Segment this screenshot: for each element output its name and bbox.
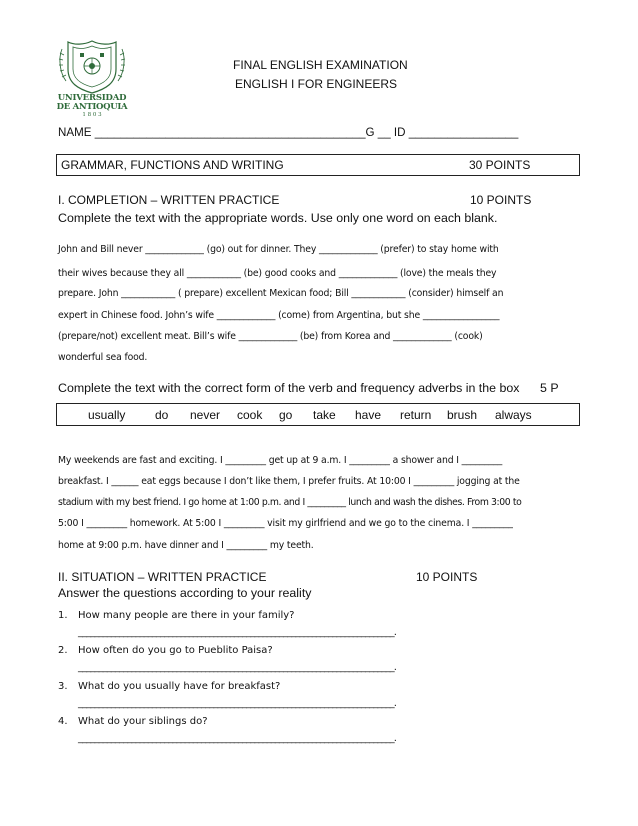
word-box-item: never bbox=[190, 408, 221, 422]
section-b-text-line[interactable]: 5:00 I _________ homework. At 5:00 I _________ visit my girlfriend and we go to the cinema. I _________ bbox=[58, 518, 513, 529]
section1-text-line[interactable]: expert in Chinese food. John’s wife _____________ (come) from Argentina, but she _________________ bbox=[58, 310, 500, 321]
question-text: What do your siblings do? bbox=[78, 716, 208, 727]
section-b-text-line[interactable]: home at 9:00 p.m. have dinner and I _________ my teeth. bbox=[58, 540, 314, 551]
section-b-instruction: Complete the text with the correct form of the verb and frequency adverbs in the box bbox=[58, 381, 520, 395]
section1-text-line[interactable]: (prepare/not) excellent meat. Bill’s wife _____________ (be) from Korea and _____________ (cook) bbox=[58, 331, 483, 342]
section2-instruction: Answer the questions according to your reality bbox=[58, 586, 312, 600]
section2-points: 10 POINTS bbox=[416, 570, 478, 584]
word-box bbox=[56, 403, 580, 426]
word-box-item: cook bbox=[237, 408, 263, 422]
section-b-points: 5 P bbox=[540, 381, 559, 395]
name-id-line[interactable]: NAME __________________________________________G __ ID _________________ bbox=[58, 126, 519, 139]
word-box-item: have bbox=[355, 408, 382, 422]
section-b-text-line[interactable]: My weekends are fast and exciting. I _________ get up at 9 a.m. I _________ a shower and I _________ bbox=[58, 455, 503, 466]
exam-subtitle: ENGLISH I FOR ENGINEERS bbox=[235, 77, 398, 91]
section1-text-line[interactable]: John and Bill never _____________ (go) out for dinner. They _____________ (prefer) to stay home with bbox=[58, 244, 499, 255]
logo-text-year: 1 8 0 3 bbox=[82, 112, 102, 118]
section1-points: 10 POINTS bbox=[470, 193, 532, 207]
question-number: 3. bbox=[58, 681, 68, 692]
question-number: 2. bbox=[58, 645, 68, 656]
exam-title: FINAL ENGLISH EXAMINATION bbox=[233, 58, 408, 72]
section1-text-line: wonderful sea food. bbox=[58, 352, 148, 363]
question-number: 1. bbox=[58, 610, 68, 621]
section-b-text-line[interactable]: stadium with my best friend. I go home at 1:00 p.m. and I _________ lunch and wash the dishes. From 3:00 to bbox=[58, 497, 522, 508]
grammar-section-points: 30 POINTS bbox=[469, 158, 531, 172]
section1-text-line[interactable]: their wives because they all ____________ (be) good cooks and _____________ (love) the meals they bbox=[58, 268, 497, 279]
logo-text-line2: DE ANTIOQUIA bbox=[56, 102, 128, 112]
grammar-section-label: GRAMMAR, FUNCTIONS AND WRITING bbox=[61, 158, 284, 172]
section2-heading: II. SITUATION – WRITTEN PRACTICE bbox=[58, 570, 267, 584]
word-box-item: brush bbox=[447, 408, 478, 422]
word-box-item: do bbox=[155, 408, 169, 422]
word-box-item: take bbox=[313, 408, 336, 422]
question-text: How often do you go to Pueblito Paisa? bbox=[78, 645, 273, 656]
question-number: 4. bbox=[58, 716, 68, 727]
section1-instruction: Complete the text with the appropriate words. Use only one word on each blank. bbox=[58, 211, 498, 225]
answer-line[interactable]: _____________________________________________________________________________. bbox=[78, 627, 396, 638]
section1-heading: I. COMPLETION – WRITTEN PRACTICE bbox=[58, 193, 280, 207]
word-box-item: always bbox=[495, 408, 532, 422]
question-text: What do you usually have for breakfast? bbox=[78, 681, 281, 692]
answer-line[interactable]: _____________________________________________________________________________. bbox=[78, 662, 396, 673]
question-text: How many people are there in your family? bbox=[78, 610, 295, 621]
word-box-item: return bbox=[400, 408, 432, 422]
answer-line[interactable]: _____________________________________________________________________________. bbox=[78, 698, 396, 709]
grammar-section-box bbox=[56, 154, 580, 176]
answer-line[interactable]: _____________________________________________________________________________. bbox=[78, 733, 396, 744]
logo-text-line1: UNIVERSIDAD bbox=[57, 93, 127, 103]
university-logo bbox=[54, 39, 130, 119]
section-b-text-line[interactable]: breakfast. I ______ eat eggs because I don’t like them, I prefer fruits. At 10:00 I _________ jogging at the bbox=[58, 476, 520, 487]
section1-text-line[interactable]: prepare. John ____________ ( prepare) excellent Mexican food; Bill ____________ (consider) himself an bbox=[58, 288, 504, 299]
word-box-item: usually bbox=[88, 408, 126, 422]
word-box-item: go bbox=[279, 408, 293, 422]
